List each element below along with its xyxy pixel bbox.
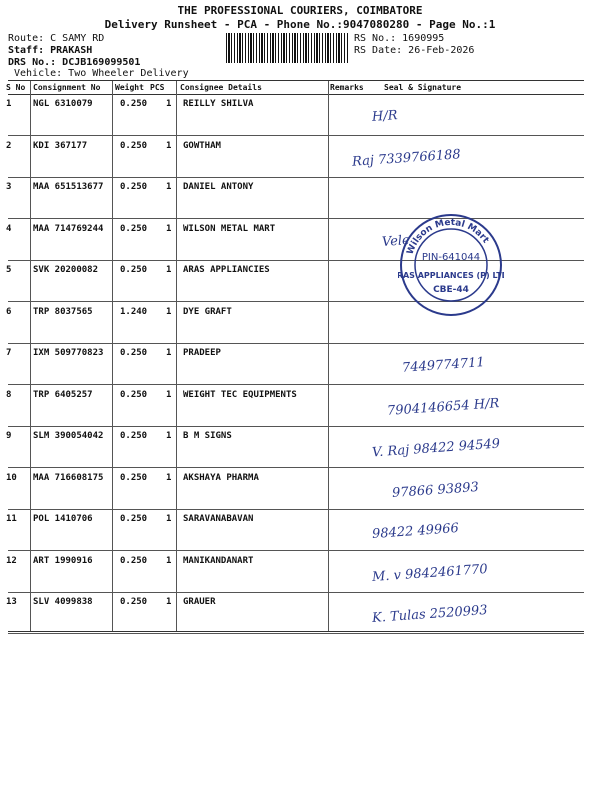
row-weight: 0.250 bbox=[120, 514, 148, 524]
row-sno: 7 bbox=[6, 348, 12, 358]
row-pcs: 1 bbox=[166, 140, 172, 151]
row-sno: 11 bbox=[6, 514, 17, 524]
row-pcs: 1 bbox=[166, 182, 172, 192]
row-sno: 5 bbox=[6, 265, 12, 275]
company-seal bbox=[398, 212, 504, 318]
signature: 98422 49966 bbox=[371, 520, 460, 543]
col-pcs: PCS bbox=[150, 83, 165, 92]
table-row bbox=[0, 344, 600, 385]
row-pcs: 1 bbox=[166, 265, 172, 275]
row-consignment: MAA 714769244 bbox=[33, 223, 104, 234]
row-pcs: 1 bbox=[166, 431, 172, 441]
barcode bbox=[226, 33, 348, 63]
row-sno: 6 bbox=[6, 306, 12, 317]
col-consignment: Consignment No bbox=[33, 83, 101, 92]
staff-label: Staff: PRAKASH bbox=[8, 45, 93, 56]
row-weight: 0.250 bbox=[120, 265, 148, 275]
row-consignee: WILSON METAL MART bbox=[183, 223, 276, 234]
route-label: Route: C SAMY RD bbox=[8, 33, 105, 44]
drs-label: DRS No.: DCJB169099501 bbox=[8, 57, 141, 68]
table-header bbox=[0, 81, 600, 94]
vehicle-label: Vehicle: Two Wheeler Delivery bbox=[14, 68, 189, 79]
company-title: THE PROFESSIONAL COURIERS, COIMBATORE bbox=[177, 4, 423, 17]
row-weight: 0.250 bbox=[120, 472, 148, 483]
row-weight: 0.250 bbox=[120, 431, 148, 441]
row-sno: 9 bbox=[6, 431, 12, 441]
signature: Raj 7339766188 bbox=[351, 146, 462, 170]
signature: 7449774711 bbox=[401, 355, 486, 376]
row-pcs: 1 bbox=[166, 555, 172, 566]
row-separator bbox=[8, 633, 584, 634]
row-consignment: ART 1990916 bbox=[33, 555, 93, 566]
row-pcs: 1 bbox=[166, 389, 172, 400]
row-pcs: 1 bbox=[166, 597, 172, 607]
row-pcs: 1 bbox=[166, 223, 172, 234]
row-consignee: GRAUER bbox=[183, 597, 216, 607]
row-consignment: TRP 6405257 bbox=[33, 389, 93, 400]
row-weight: 0.250 bbox=[120, 140, 148, 151]
row-weight: 0.250 bbox=[120, 99, 148, 109]
row-consignment: KDI 367177 bbox=[33, 140, 88, 151]
table-row bbox=[0, 95, 600, 136]
row-weight: 0.250 bbox=[120, 555, 148, 566]
row-sno: 1 bbox=[6, 99, 12, 109]
seal-outer-text: Wilson Metal Mart bbox=[405, 217, 491, 257]
row-sno: 10 bbox=[6, 472, 17, 483]
row-consignee: DYE GRAFT bbox=[183, 306, 232, 317]
row-consignee: REILLY SHILVA bbox=[183, 99, 254, 109]
row-consignee: WEIGHT TEC EQUIPMENTS bbox=[183, 389, 297, 400]
row-consignee: ARAS APPLIANCIES bbox=[183, 265, 270, 275]
signature: V. Raj 98422 94549 bbox=[371, 436, 501, 461]
row-weight: 0.250 bbox=[120, 182, 148, 192]
row-consignment: SVK 20200082 bbox=[33, 265, 99, 275]
signature: 97866 93893 bbox=[391, 479, 480, 501]
signature: Vele bbox=[381, 232, 411, 250]
table-row bbox=[0, 593, 600, 634]
row-pcs: 1 bbox=[166, 514, 172, 524]
col-consignee: Consignee Details bbox=[180, 83, 262, 92]
signature: H/R bbox=[371, 108, 399, 125]
table-row bbox=[0, 261, 600, 302]
row-weight: 0.250 bbox=[120, 348, 148, 358]
row-sno: 13 bbox=[6, 597, 17, 607]
table-row bbox=[0, 303, 600, 344]
row-weight: 0.250 bbox=[120, 597, 148, 607]
row-consignee: PRADEEP bbox=[183, 348, 221, 358]
col-sno: S No bbox=[6, 83, 26, 92]
row-pcs: 1 bbox=[166, 306, 172, 317]
row-sno: 12 bbox=[6, 555, 17, 566]
table-row bbox=[0, 137, 600, 178]
row-consignee: DANIEL ANTONY bbox=[183, 182, 254, 192]
signature: 7904146654 H/R bbox=[386, 395, 500, 419]
row-consignment: TRP 8037565 bbox=[33, 306, 93, 317]
table-row bbox=[0, 217, 600, 261]
signature: M. v 9842461770 bbox=[371, 561, 489, 585]
table-row bbox=[0, 469, 600, 510]
signature: K. Tulas 2520993 bbox=[371, 602, 489, 627]
row-consignment: POL 1410706 bbox=[33, 514, 93, 524]
table-bottom-rule bbox=[8, 631, 584, 632]
rs-no-label: RS No.: 1690995 bbox=[354, 33, 445, 44]
row-sno: 3 bbox=[6, 182, 12, 192]
table-row bbox=[0, 552, 600, 593]
row-consignee: SARAVANABAVAN bbox=[183, 514, 254, 524]
row-consignment: NGL 6310079 bbox=[33, 99, 93, 109]
seal-city: CBE-44 bbox=[433, 285, 469, 295]
row-consignment: SLV 4099838 bbox=[33, 597, 93, 607]
table-row bbox=[0, 386, 600, 427]
row-pcs: 1 bbox=[166, 99, 172, 109]
row-sno: 8 bbox=[6, 389, 12, 400]
row-consignee: AKSHAYA PHARMA bbox=[183, 472, 259, 483]
rs-date-label: RS Date: 26-Feb-2026 bbox=[354, 45, 475, 56]
runsheet-subtitle: Delivery Runsheet - PCA - Phone No.:9047080280 - Page No.:1 bbox=[104, 18, 496, 31]
row-weight: 0.250 bbox=[120, 389, 148, 400]
row-sno: 4 bbox=[6, 223, 12, 234]
seal-inner-text: RAS APPLIANCES (P) LT bbox=[398, 271, 502, 280]
col-remarks: Remarks bbox=[330, 83, 364, 92]
col-seal: Seal & Signature bbox=[384, 83, 462, 92]
row-consignee: B M SIGNS bbox=[183, 431, 232, 441]
row-sno: 2 bbox=[6, 140, 12, 151]
table-row bbox=[0, 178, 600, 219]
row-consignee: GOWTHAM bbox=[183, 140, 221, 151]
row-consignment: IXM 509770823 bbox=[33, 348, 104, 358]
row-consignee: MANIKANDANART bbox=[183, 555, 254, 566]
table-row bbox=[0, 510, 600, 551]
seal-pin: PIN-641044 bbox=[421, 252, 481, 263]
col-weight: Weight bbox=[115, 83, 144, 92]
row-pcs: 1 bbox=[166, 472, 172, 483]
row-weight: 0.250 bbox=[120, 223, 148, 234]
row-consignment: MAA 716608175 bbox=[33, 472, 104, 483]
row-weight: 1.240 bbox=[120, 306, 148, 317]
table-row bbox=[0, 427, 600, 468]
row-consignment: SLM 390054042 bbox=[33, 431, 104, 441]
row-pcs: 1 bbox=[166, 348, 172, 358]
row-consignment: MAA 651513677 bbox=[33, 182, 104, 192]
